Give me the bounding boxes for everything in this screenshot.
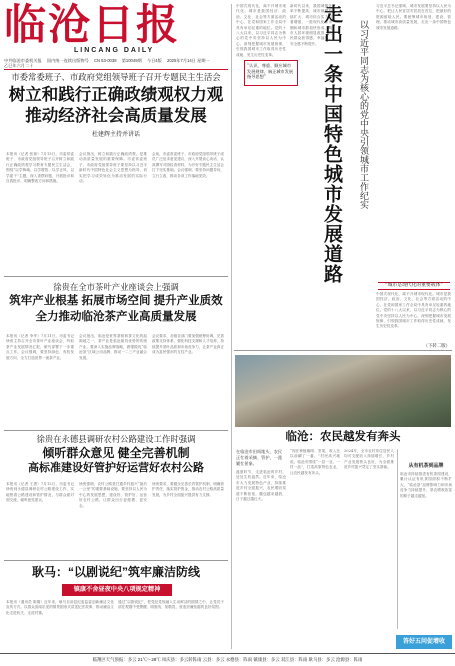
road-headline-line2: 高标准建设好管护好运营好农村公路 — [28, 462, 204, 474]
section-divider — [234, 350, 452, 351]
feature-title: 走出一条中国特色城市发展道路 — [321, 4, 342, 284]
lead-column: 会前，市委常委班子、市政府党组领导班子成员广泛征求意见建议，深入开展谈心谈话，认真撰写对照检查材料，为开好专题民主生活会打下坚实基础。会议强调，要坚持问题导向，立行立改，推动各项工作落地见效。 — [152, 152, 224, 178]
feature-column: 中国式现代化，离不开城市现代化。城市是我国经济、政治、文化、社会等方面活动的中心，在党和国家工作全局中具有举足轻重的地位。党的十八大以来，以习近平同志为核心的党中央坚持以人民为中心，深刻把握城市发展规律，引领我国城市工作取得历史性成就、发生历史性变革。 — [376, 292, 451, 329]
masthead — [4, 2, 224, 70]
photo-story-headline: 临沧：农民越发有奔头 — [285, 431, 401, 443]
weather-footer: 临翔区天气预报：多云 21℃～28℃ 凤庆县：多云转阵雨 云县：多云 永德县：阵雨 镇康县：多云 双江县：阵雨 耿马县：多云 沧源县：阵雨 — [0, 653, 455, 666]
road-kicker: 徐贵在永德县调研农村公路建设工作时强调 — [36, 434, 196, 444]
gengma-banner: 镇康不舍昼夜中央八项规定精神 — [62, 584, 172, 596]
photo-caption: 在临沧市田间地头，农民正忙着采摘、管护，一派繁忙景象。 — [236, 449, 283, 466]
section-divider — [4, 276, 228, 277]
lead-column: 会议指出，树立和践行正确政绩观，是推动高质量发展的重要保障。市委常委班子、市政府党组领导班子要坚持以习近平新时代中国特色社会主义思想为指导，切实把学习成效转化为推动发展的实际行动。 — [79, 152, 147, 184]
photo-story-column: “现在种植咖啡、坚果，收入比以前翻了一番。”村民高兴地说。临沧市围绕“一县一业、一村一品”，打造高原特色农业，让农民越发有奔头。 — [290, 449, 340, 475]
road-story — [4, 434, 228, 476]
road-column: 本报讯（记者 王勇）7月12日，市委书记徐贵到永德县调研农村公路建设工作，实地察看公路建设和管护情况，与群众面对面交流，倾听意见建议。 — [6, 482, 74, 503]
section-divider — [4, 430, 228, 431]
tea-column: 会议要求，各级各部门要加强统筹协调，完善政策支持体系，强化科技支撑和人才培养，持续提升茶叶品质和市场竞争力，让茶产业真正成为富民强市的支柱产业。 — [152, 334, 224, 355]
newspaper-english-name: LINCANG DAILY — [74, 47, 155, 54]
tea-column: 本报讯（记者 李华）7月11日，市委书记徐贵主持召开全市茶叶产业座谈会，听取茶产业发展情况汇报，研究部署下一步重点工作。会议强调，要坚持绿色、有机发展方向，全力打造世界一流茶产业。 — [6, 334, 74, 360]
gengma-column: 本报讯（通讯员 陈刚）近年来，耿马自治县纪委监委创新廉洁文化宣传方式，以群众喜闻乐见的情景剧形式讲述纪法故事，推动廉洁文化走进机关、走进村寨。 — [6, 600, 114, 615]
issue-info-item: 2025年7月14日 星期一 — [166, 58, 210, 63]
lead-story — [4, 72, 228, 138]
masthead-rule — [4, 69, 228, 70]
road-column: 徐贵要求，要健全完善长效管护机制，明确管护责任，落实管护资金，推动农村公路高质量发展，为乡村全面振兴提供有力支撑。 — [152, 482, 224, 497]
gengma-column: 通过“以剧说纪”，把党纪党规融入生动鲜活的剧情之中，让党员干部在观剧中受警醒、明底线、知敬畏，营造崇廉拒腐的良好氛围。 — [118, 600, 224, 610]
feature-column: 新时代以来，我国城镇化率不断提高，城市规模持续扩大，城市综合实力显著增强，一批现代化都市圈和城市群加快形成，城市人居环境明显改善，人民群众获得感、幸福感、安全感不断提升。 — [290, 4, 332, 46]
lead-headline-line1: 树立和践行正确政绩观权力观 — [8, 86, 224, 104]
gengma-headline: 耿马：“以剧说纪”筑牢廉洁防线 — [31, 565, 200, 579]
feature-column: 中国式现代化，离不开城市现代化。城市是我国经济、政治、文化、社会等方面活动的中心，在党和国家工作全局中具有举足轻重的地位。党的十八大以来，以习近平同志为核心的党中央坚持以人民为中心，深刻把握城市发展规律，引领我国城市工作取得历史性成就、发生历史性变革。 — [236, 4, 286, 57]
lead-headline-line2: 推动经济社会高质量发展 — [25, 107, 207, 125]
feature-continued: （下转二版） — [423, 344, 450, 349]
tea-headline-line2: 全力推动临沧茶产业高质量发展 — [35, 311, 197, 323]
road-headline-line1: 倾听群众意见 健全完善机制 — [42, 446, 190, 460]
tea-kicker: 徐贵在全市茶叶产业座谈会上强调 — [53, 282, 179, 292]
road-column: 徐贵强调，农村公路是打通乡村振兴“最后一公里”的重要基础设施，要坚持以人民为中心的发展思想，建设好、管护好、运营好农村公路，让群众出行更便捷、更安全。 — [79, 482, 147, 508]
gengma-story — [4, 564, 228, 581]
sidebar-head — [400, 462, 452, 469]
sidebar-divider — [397, 449, 398, 629]
feature-quote: “认识、尊重、顺应城市发展规律，端正城市发展指导思想” — [244, 60, 298, 86]
lead-byline: 杜建辉主持并讲话 — [91, 131, 140, 138]
photo-story-column: 2024年，全市农村常住居民人均可支配收入持续增长，乡村产业发展势头良好，为全面推进乡村振兴奠定了坚实基础。 — [344, 449, 394, 470]
farm-photo — [235, 355, 451, 427]
column-divider — [231, 4, 232, 649]
issue-info-item: 第10049期 — [121, 58, 142, 63]
issue-info-item: 国内统一连续出版物号 — [46, 58, 89, 63]
feature-subtitle: 以习近平同志为核心的党中央引领城市工作纪实 — [359, 20, 369, 209]
sidebar-text: 临沧市持续推进有机茶园建设，累计认证有机茶园面积不断扩大，“临沧茶”品牌影响力和市场竞争力持续提升，茶农增收致富的路子越走越宽。 — [400, 472, 452, 498]
feature-column: 习近平总书记强调，城市发展要坚持以人民为中心，把让人民宜居安居放在首位，把最好的资源留给人民。要统筹城市规划、建设、管理，推动城市高质量发展，走出一条中国特色城市发展道路。 — [376, 4, 451, 30]
issue-info-item: 乙巳年六月二十 — [4, 63, 34, 68]
sidebar-title: 从有机茶到品牌 — [408, 463, 444, 469]
sidebar-banner: 答好五问促增收 — [396, 635, 452, 649]
lead-kicker: 市委常委班子、市政府党组领导班子召开专题民主生活会 — [11, 72, 221, 82]
tea-story — [4, 282, 228, 325]
issue-info-item: 中共临沧市委机关报 — [4, 58, 42, 63]
lead-column: 本报讯（记者 张琼）7月13日，市委常委班子、市政府党组领导班子召开树立和践行正确政绩观学习教育专题民主生活会，围绕“以学铸魂、以学增智、以学正风、以学促干”主题，深入查摆问题，开展批评和自我批评，明确整改方向和措施。 — [6, 152, 74, 184]
newspaper-logo: 临沧日报 — [4, 0, 181, 49]
feature-quote-2: “城市是现代化的重要载体” — [378, 282, 450, 290]
photo-story-column: 盛夏时节，走进临沧的乡村，处处生机盎然。近年来，临沧市大力发展特色产业，持续推进乡村全面振兴，农民增收渠道不断拓宽，腰包越来越鼓，日子越过越红火。 — [236, 470, 286, 502]
section-divider — [4, 560, 228, 561]
tea-column: 会议指出，临沧是世界茶树和茶文化的起源地之一，茶产业是临沧最具优势的传统产业。要深入实施品牌战略，做强做优“临沧茶”区域公用品牌，推动一二三产业融合发展。 — [79, 334, 147, 360]
issue-info — [4, 58, 228, 68]
tea-headline-line1: 筑牢产业根基 拓展市场空间 提升产业质效 — [9, 295, 223, 307]
issue-info-item: CN 53-0038 — [93, 58, 117, 63]
issue-info-item: 今日4版 — [146, 58, 162, 63]
